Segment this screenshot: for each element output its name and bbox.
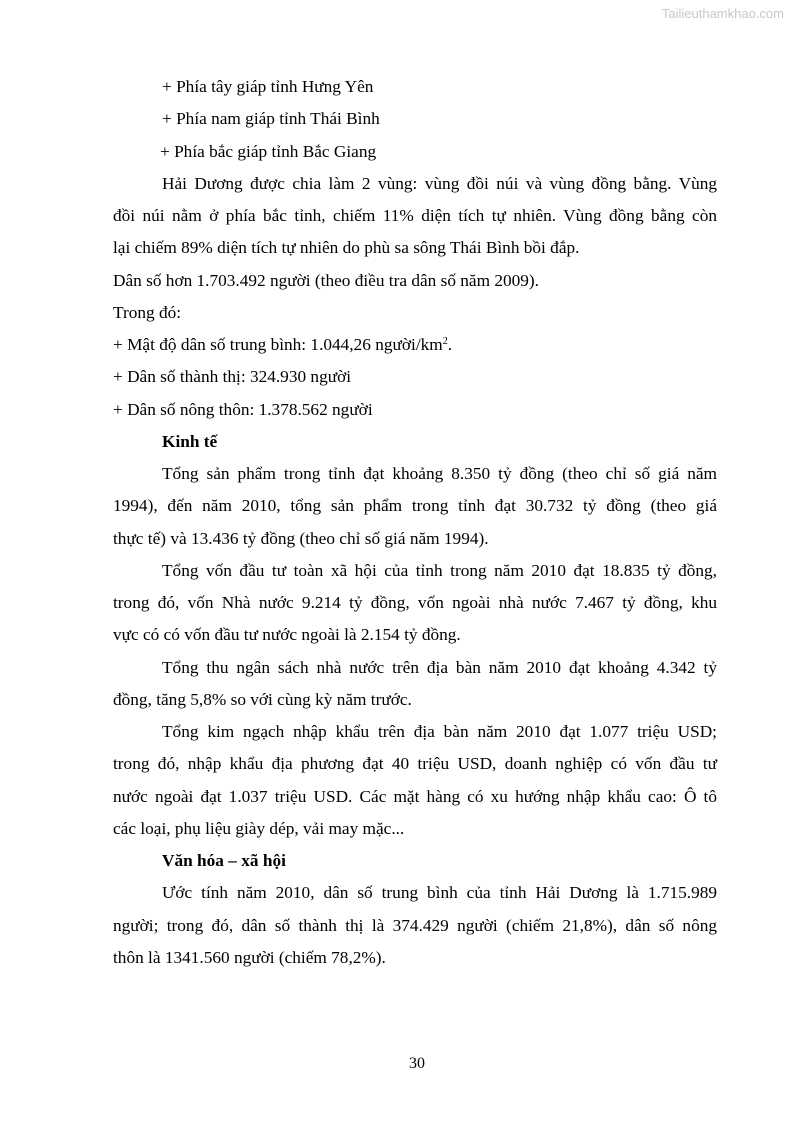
text-line: thực tế) và 13.436 tỷ đồng (theo chỉ số giá năm 1994). <box>113 528 489 548</box>
text-line: Dân số hơn 1.703.492 người (theo điều tra dân số năm 2009). <box>113 270 540 290</box>
text-line: nước ngoài đạt 1.037 triệu USD. Các mặt hàng có xu hướng nhập khẩu cao: Ô tô <box>113 786 717 806</box>
text-line: trong đó, vốn Nhà nước 9.214 tỷ đồng, vốn ngoài nhà nước 7.467 tỷ đồng, khu <box>113 593 717 612</box>
text-line: + Phía nam giáp tỉnh Thái Bình <box>162 109 380 129</box>
text-line: 1994), đến năm 2010, tổng sản phẩm trong tỉnh đạt 30.732 tỷ đồng (theo giá <box>113 496 717 516</box>
text-line: đồng, tăng 5,8% so với cùng kỳ năm trước. <box>113 689 412 709</box>
text-line: Tổng sản phẩm trong tỉnh đạt khoảng 8.350 tỷ đồng (theo chỉ số giá năm <box>162 464 717 483</box>
text-line: các loại, phụ liệu giày dép, vải may mặc... <box>113 818 405 838</box>
text-line: + Dân số thành thị: 324.930 người <box>113 367 352 387</box>
watermark: Tailieuthamkhao.com <box>661 6 784 21</box>
text-line: Trong đó: <box>113 302 182 322</box>
text-line: Tổng thu ngân sách nhà nước trên địa bàn năm 2010 đạt khoảng 4.342 tỷ <box>162 657 717 677</box>
text-line: + Phía tây giáp tỉnh Hưng Yên <box>162 77 374 96</box>
text-line: đồi núi nằm ở phía bắc tỉnh, chiếm 11% diện tích tự nhiên. Vùng đồng bằng còn <box>113 206 717 225</box>
document-body <box>113 71 717 974</box>
section-heading-culture-society: Văn hóa – xã hội <box>162 851 286 870</box>
text-line: trong đó, nhập khẩu địa phương đạt 40 triệu USD, doanh nghiệp có vốn đầu tư <box>113 754 717 774</box>
text-line: người; trong đó, dân số thành thị là 374.429 người (chiếm 21,8%), dân số nông <box>113 915 717 935</box>
section-heading-economy: Kinh tế <box>162 431 218 451</box>
text-line: Tổng kim ngạch nhập khẩu trên địa bàn năm 2010 đạt 1.077 triệu USD; <box>162 722 717 741</box>
text-line <box>113 329 717 361</box>
text-line: vực có có vốn đầu tư nước ngoài là 2.154 tỷ đồng. <box>113 625 461 645</box>
period: . <box>447 335 453 354</box>
text-line: Ước tính năm 2010, dân số trung bình của tỉnh Hải Dương là 1.715.989 <box>162 883 717 903</box>
text-line: + Dân số nông thôn: 1.378.562 người <box>113 399 373 419</box>
density-text: + Mật độ dân số trung bình: 1.044,26 người/km <box>113 335 443 354</box>
text-line: Tổng vốn đầu tư toàn xã hội của tỉnh trong năm 2010 đạt 18.835 tỷ đồng, <box>162 560 717 580</box>
text-line: Hải Dương được chia làm 2 vùng: vùng đồi núi và vùng đồng bằng. Vùng <box>162 173 717 193</box>
text-line: lại chiếm 89% diện tích tự nhiên do phù sa sông Thái Bình bồi đắp. <box>113 238 580 258</box>
text-line: + Phía bắc giáp tỉnh Bắc Giang <box>160 141 377 161</box>
superscript: 2 <box>442 336 448 347</box>
page-number: 30 <box>409 1055 425 1072</box>
text-line: thôn là 1341.560 người (chiếm 78,2%). <box>113 947 386 967</box>
